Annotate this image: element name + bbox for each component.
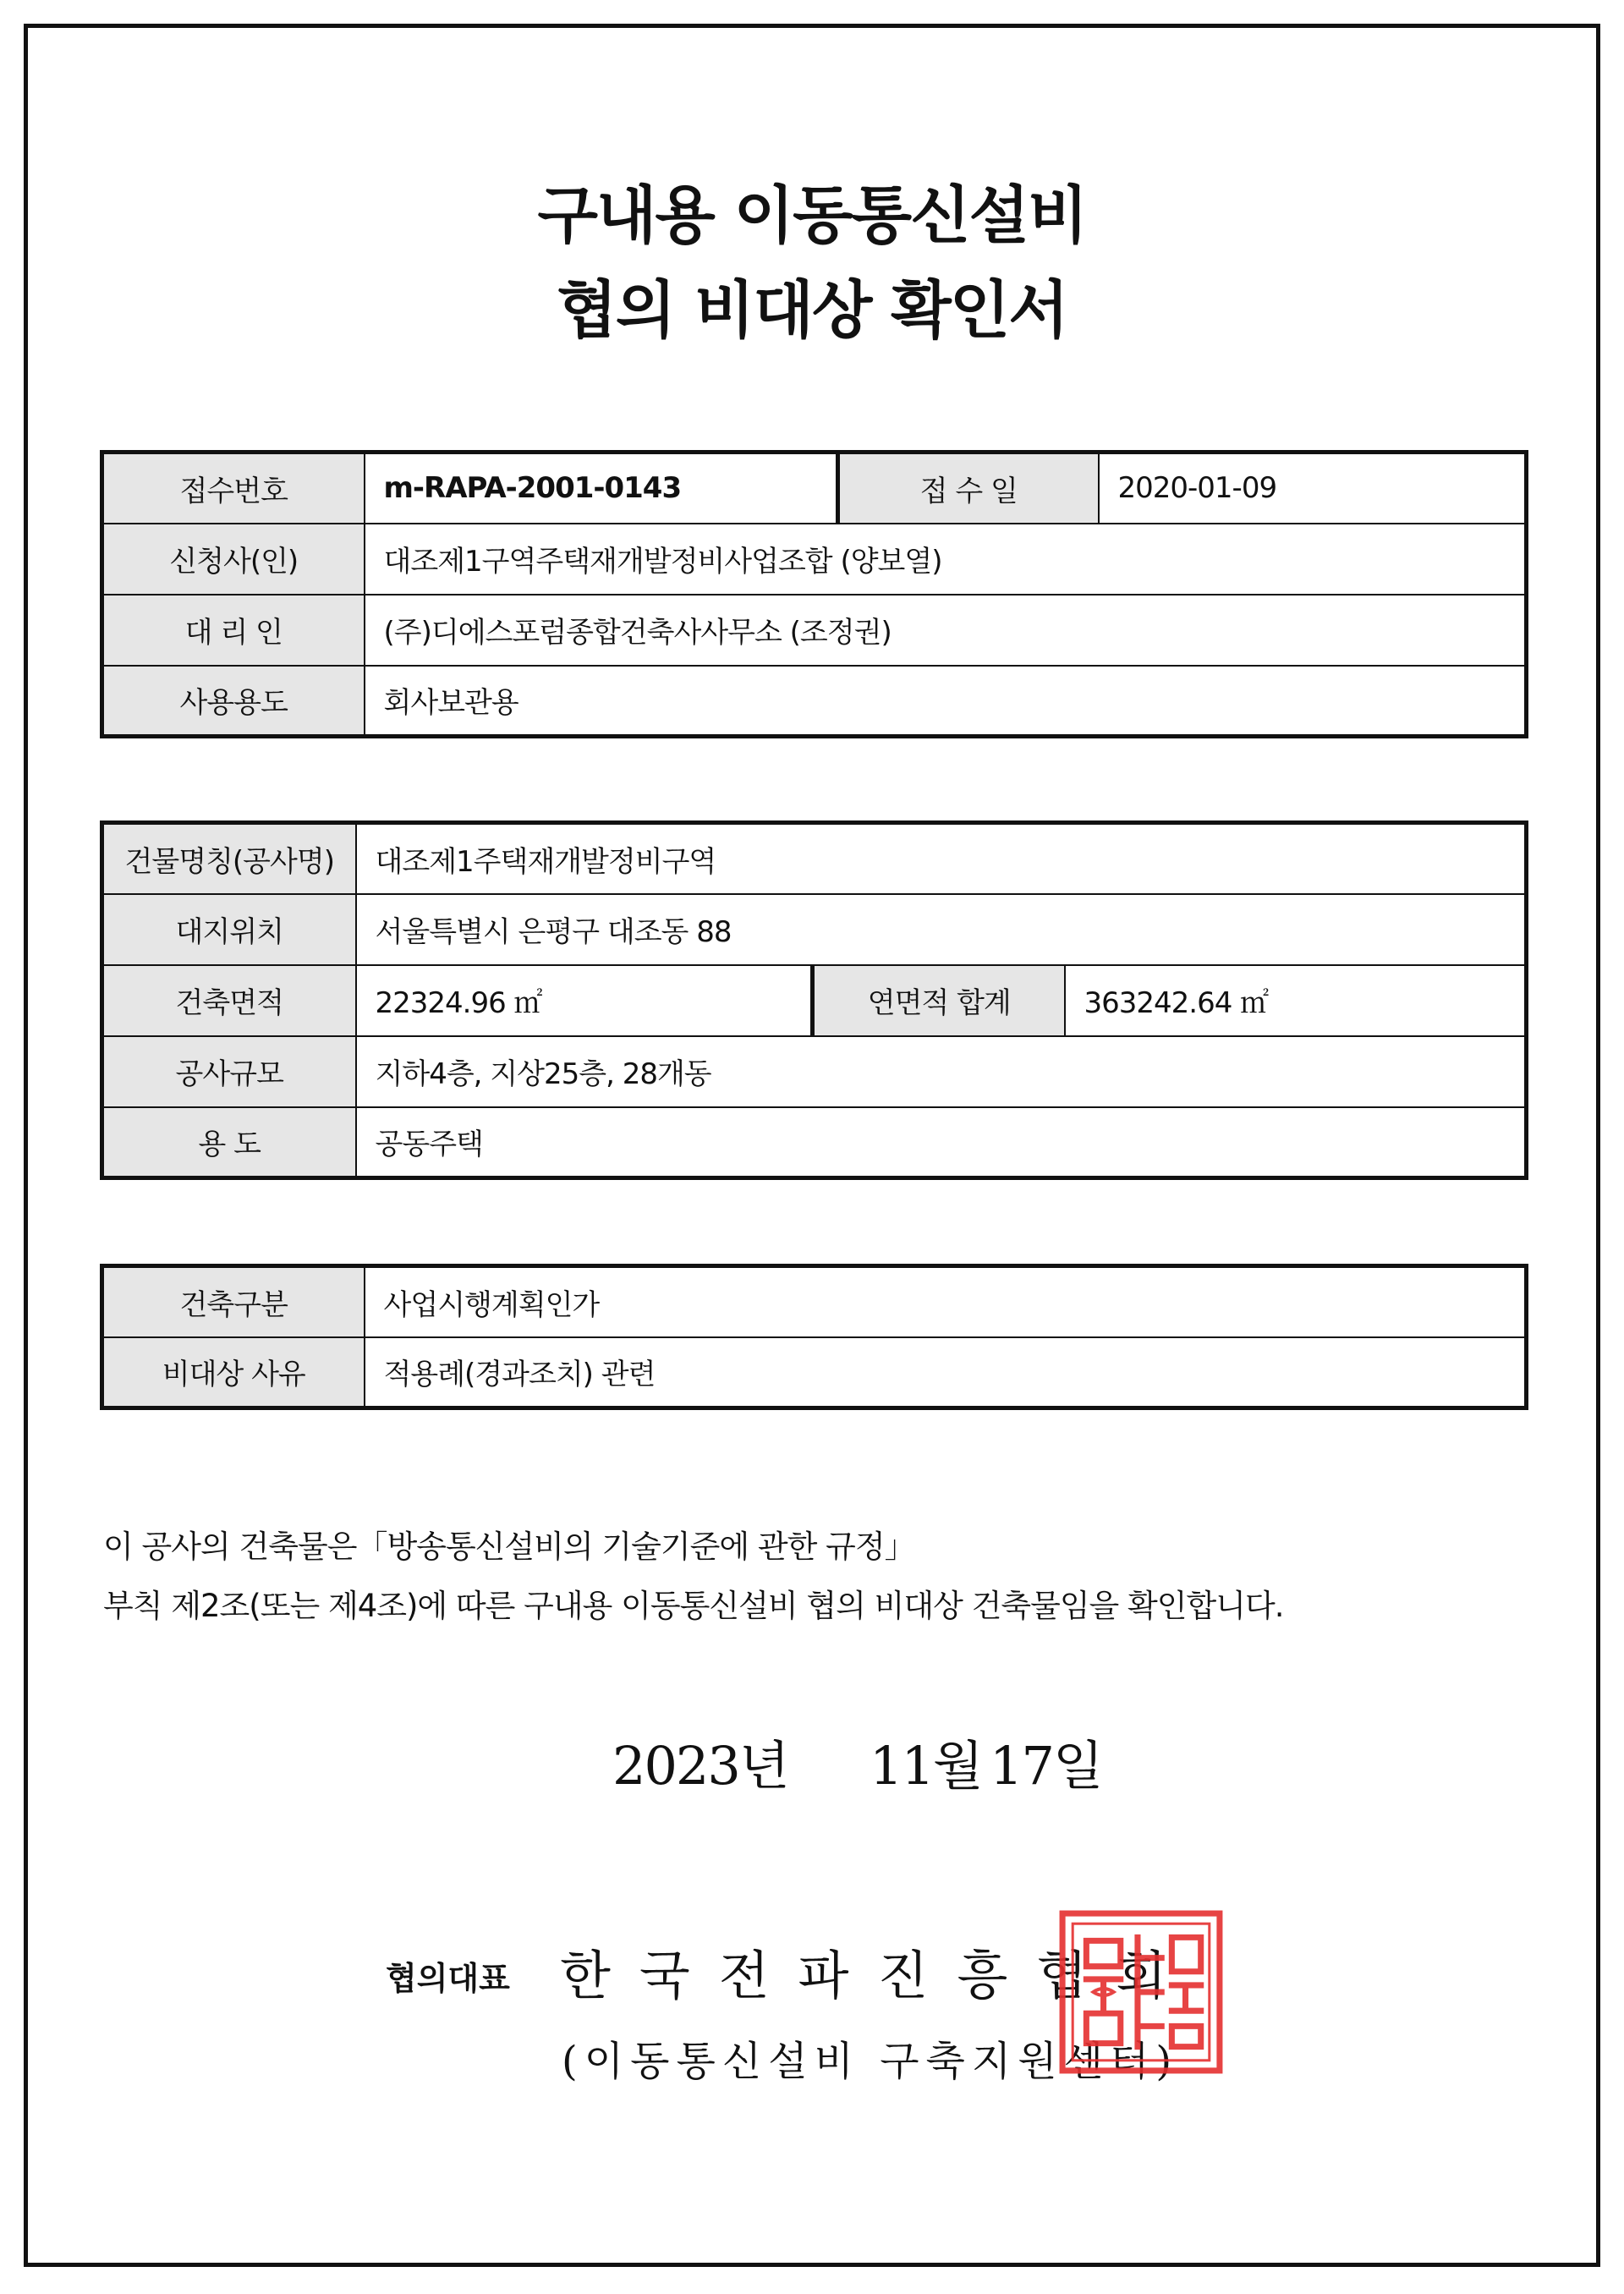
receipt-no-value: m-RAPA-2001-0143 [365, 453, 838, 524]
table-row [102, 965, 1527, 1036]
construction-type-label: 건축구분 [102, 1266, 365, 1337]
purpose-value: 공동주택 [356, 1107, 1527, 1178]
statement-line2: 부칙 제2조(또는 제4조)에 따른 구내용 이동통신설비 협의 비대상 건축물임을 확인합니다. [103, 1588, 1284, 1624]
purpose-label: 용 도 [102, 1107, 356, 1178]
table-row [102, 894, 1527, 965]
statement-line1: 이 공사의 건축물은「방송통신설비의 기술기준에 관한 규정」 [103, 1528, 915, 1565]
organization-sub: (이동통신설비 구축지원센터) [562, 2038, 1179, 2085]
organization-name: 한국전파진흥협회 [560, 1945, 1196, 2006]
building-name-label: 건물명칭(공사명) [102, 823, 356, 894]
exemption-reason-value: 적용례(경과조치) 관련 [365, 1337, 1527, 1408]
usage-value: 회사보관용 [365, 666, 1527, 737]
total-floor-area-value: 363242.64 ㎡ [1065, 965, 1527, 1036]
table-row [102, 1036, 1527, 1107]
table-row [102, 1107, 1527, 1178]
table-row [102, 453, 1527, 524]
receipt-date-label: 접 수 일 [838, 453, 1099, 524]
receipt-date-value: 2020-01-09 [1099, 453, 1527, 524]
signature-label: 협의대표 [386, 1959, 510, 1997]
table-row [102, 1337, 1527, 1408]
building-table [100, 820, 1528, 1180]
table-row [102, 524, 1527, 595]
issue-day: 17일 [990, 1735, 1102, 1797]
issue-year: 2023년 [612, 1735, 788, 1797]
applicant-label: 신청사(인) [102, 524, 365, 595]
agent-label: 대 리 인 [102, 595, 365, 666]
issue-month: 11월 [870, 1735, 982, 1797]
scale-label: 공사규모 [102, 1036, 356, 1107]
applicant-value: 대조제1구역주택재개발정비사업조합 (양보열) [365, 524, 1527, 595]
table-row [102, 595, 1527, 666]
official-seal-icon [1056, 1907, 1226, 2077]
building-area-label: 건축면적 [102, 965, 356, 1036]
table-row [102, 1266, 1527, 1337]
application-table [100, 450, 1528, 738]
receipt-no-label: 접수번호 [102, 453, 365, 524]
total-floor-area-label: 연면적 합계 [813, 965, 1065, 1036]
classification-table [100, 1264, 1528, 1410]
document-title-line1: 구내용 이동통신설비 [537, 179, 1087, 252]
building-area-value: 22324.96 ㎡ [356, 965, 813, 1036]
issue-date [0, 1724, 1624, 1797]
table-row [102, 823, 1527, 894]
table-row [102, 666, 1527, 737]
location-label: 대지위치 [102, 894, 356, 965]
building-name-value: 대조제1주택재개발정비구역 [356, 823, 1527, 894]
usage-label: 사용용도 [102, 666, 365, 737]
location-value: 서울특별시 은평구 대조동 88 [356, 894, 1527, 965]
agent-value: (주)디에스포럼종합건축사사무소 (조정권) [365, 595, 1527, 666]
document-title-line2: 협의 비대상 확인서 [557, 274, 1067, 347]
exemption-reason-label: 비대상 사유 [102, 1337, 365, 1408]
scale-value: 지하4층, 지상25층, 28개동 [356, 1036, 1527, 1107]
construction-type-value: 사업시행계획인가 [365, 1266, 1527, 1337]
